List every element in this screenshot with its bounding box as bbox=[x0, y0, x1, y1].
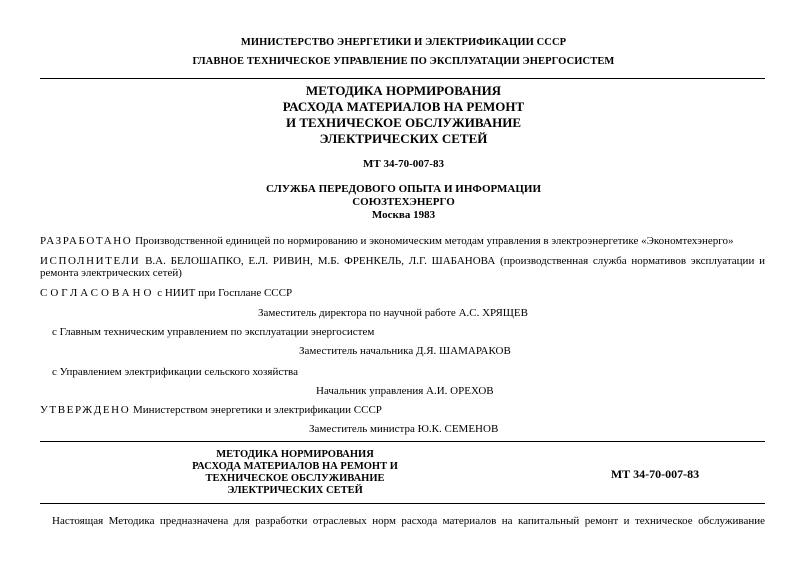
approved-paragraph bbox=[40, 404, 382, 417]
document-code: МТ 34-70-007-83 bbox=[363, 158, 444, 170]
developed-text: Производственной единицей по нормированию и экономическим методам управления в электроэнергетике «Экономтехэнерго» bbox=[135, 235, 734, 247]
ministry-header: МИНИСТЕРСТВО ЭНЕРГЕТИКИ И ЭЛЕКТРИФИКАЦИИ СССР bbox=[240, 37, 567, 48]
developed-label: РАЗРАБОТАНО bbox=[40, 235, 133, 247]
header-divider bbox=[40, 78, 765, 79]
executors-label: ИСПОЛНИТЕЛИ bbox=[40, 255, 141, 267]
doc-block-code: МТ 34-70-007-83 bbox=[610, 467, 700, 481]
doc-block-line-2: РАСХОДА МАТЕРИАЛОВ НА РЕМОНТ И bbox=[192, 461, 398, 472]
doc-block-line-1: МЕТОДИКА НОРМИРОВАНИЯ bbox=[216, 449, 374, 460]
publisher-line-2: СОЮЗТЕХЭНЕРГО bbox=[352, 196, 455, 208]
publisher-line-1: СЛУЖБА ПЕРЕДОВОГО ОПЫТА И ИНФОРМАЦИИ bbox=[265, 183, 542, 195]
signer-1: Заместитель директора по научной работе А.С. ХРЯЩЕВ bbox=[258, 307, 528, 319]
signer-3: Начальник управления А.И. ОРЕХОВ bbox=[316, 385, 494, 397]
title-line-4: ЭЛЕКТРИЧЕСКИХ СЕТЕЙ bbox=[319, 131, 488, 146]
agreed-2: с Главным техническим управлением по эксплуатации энергосистем bbox=[52, 326, 375, 338]
block-bottom-divider bbox=[40, 503, 765, 504]
doc-block-title bbox=[170, 449, 420, 497]
department-header: ГЛАВНОЕ ТЕХНИЧЕСКОЕ УПРАВЛЕНИЕ ПО ЭКСПЛУАТАЦИИ ЭНЕРГОСИСТЕМ bbox=[192, 56, 615, 67]
agreed-label: СОГЛАСОВАНО bbox=[40, 287, 155, 299]
signer-2: Заместитель начальника Д.Я. ШАМАРАКОВ bbox=[299, 345, 511, 357]
developed-paragraph bbox=[40, 235, 765, 248]
block-top-divider bbox=[40, 441, 765, 442]
agreed-3: с Управлением электрификации сельского хозяйства bbox=[52, 366, 298, 378]
title-line-1: МЕТОДИКА НОРМИРОВАНИЯ bbox=[305, 83, 502, 98]
intro-paragraph: Настоящая Методика предназначена для разработки отраслевых норм расхода материалов на капитальный ремонт и техническое обслуживание bbox=[52, 515, 765, 527]
doc-block-line-4: ЭЛЕКТРИЧЕСКИХ СЕТЕЙ bbox=[227, 485, 363, 496]
title-line-3: И ТЕХНИЧЕСКОЕ ОБСЛУЖИВАНИЕ bbox=[285, 115, 522, 130]
agreed-paragraph bbox=[40, 287, 292, 300]
publisher-city-year: Москва 1983 bbox=[371, 209, 436, 221]
title-line-2: РАСХОДА МАТЕРИАЛОВ НА РЕМОНТ bbox=[282, 99, 525, 114]
approved-label: УТВЕРЖДЕНО bbox=[40, 404, 131, 416]
executors-names: В.А. БЕЛОШАПКО, Е.Л. РИВИН, М.Б. ФРЕНКЕЛЬ, Л.Г. ШАБАНОВА (производственная служба нормативов эксплуатации и bbox=[145, 255, 765, 267]
signer-4: Заместитель министра Ю.К. СЕМЕНОВ bbox=[309, 423, 499, 435]
agreed-text: с НИИТ при Госплане СССР bbox=[157, 287, 293, 299]
approved-text: Министерством энергетики и электрификации СССР bbox=[133, 404, 382, 416]
doc-block-line-3: ТЕХНИЧЕСКОЕ ОБСЛУЖИВАНИЕ bbox=[205, 473, 385, 484]
executors-line-2: ремонта электрических сетей) bbox=[40, 267, 182, 279]
